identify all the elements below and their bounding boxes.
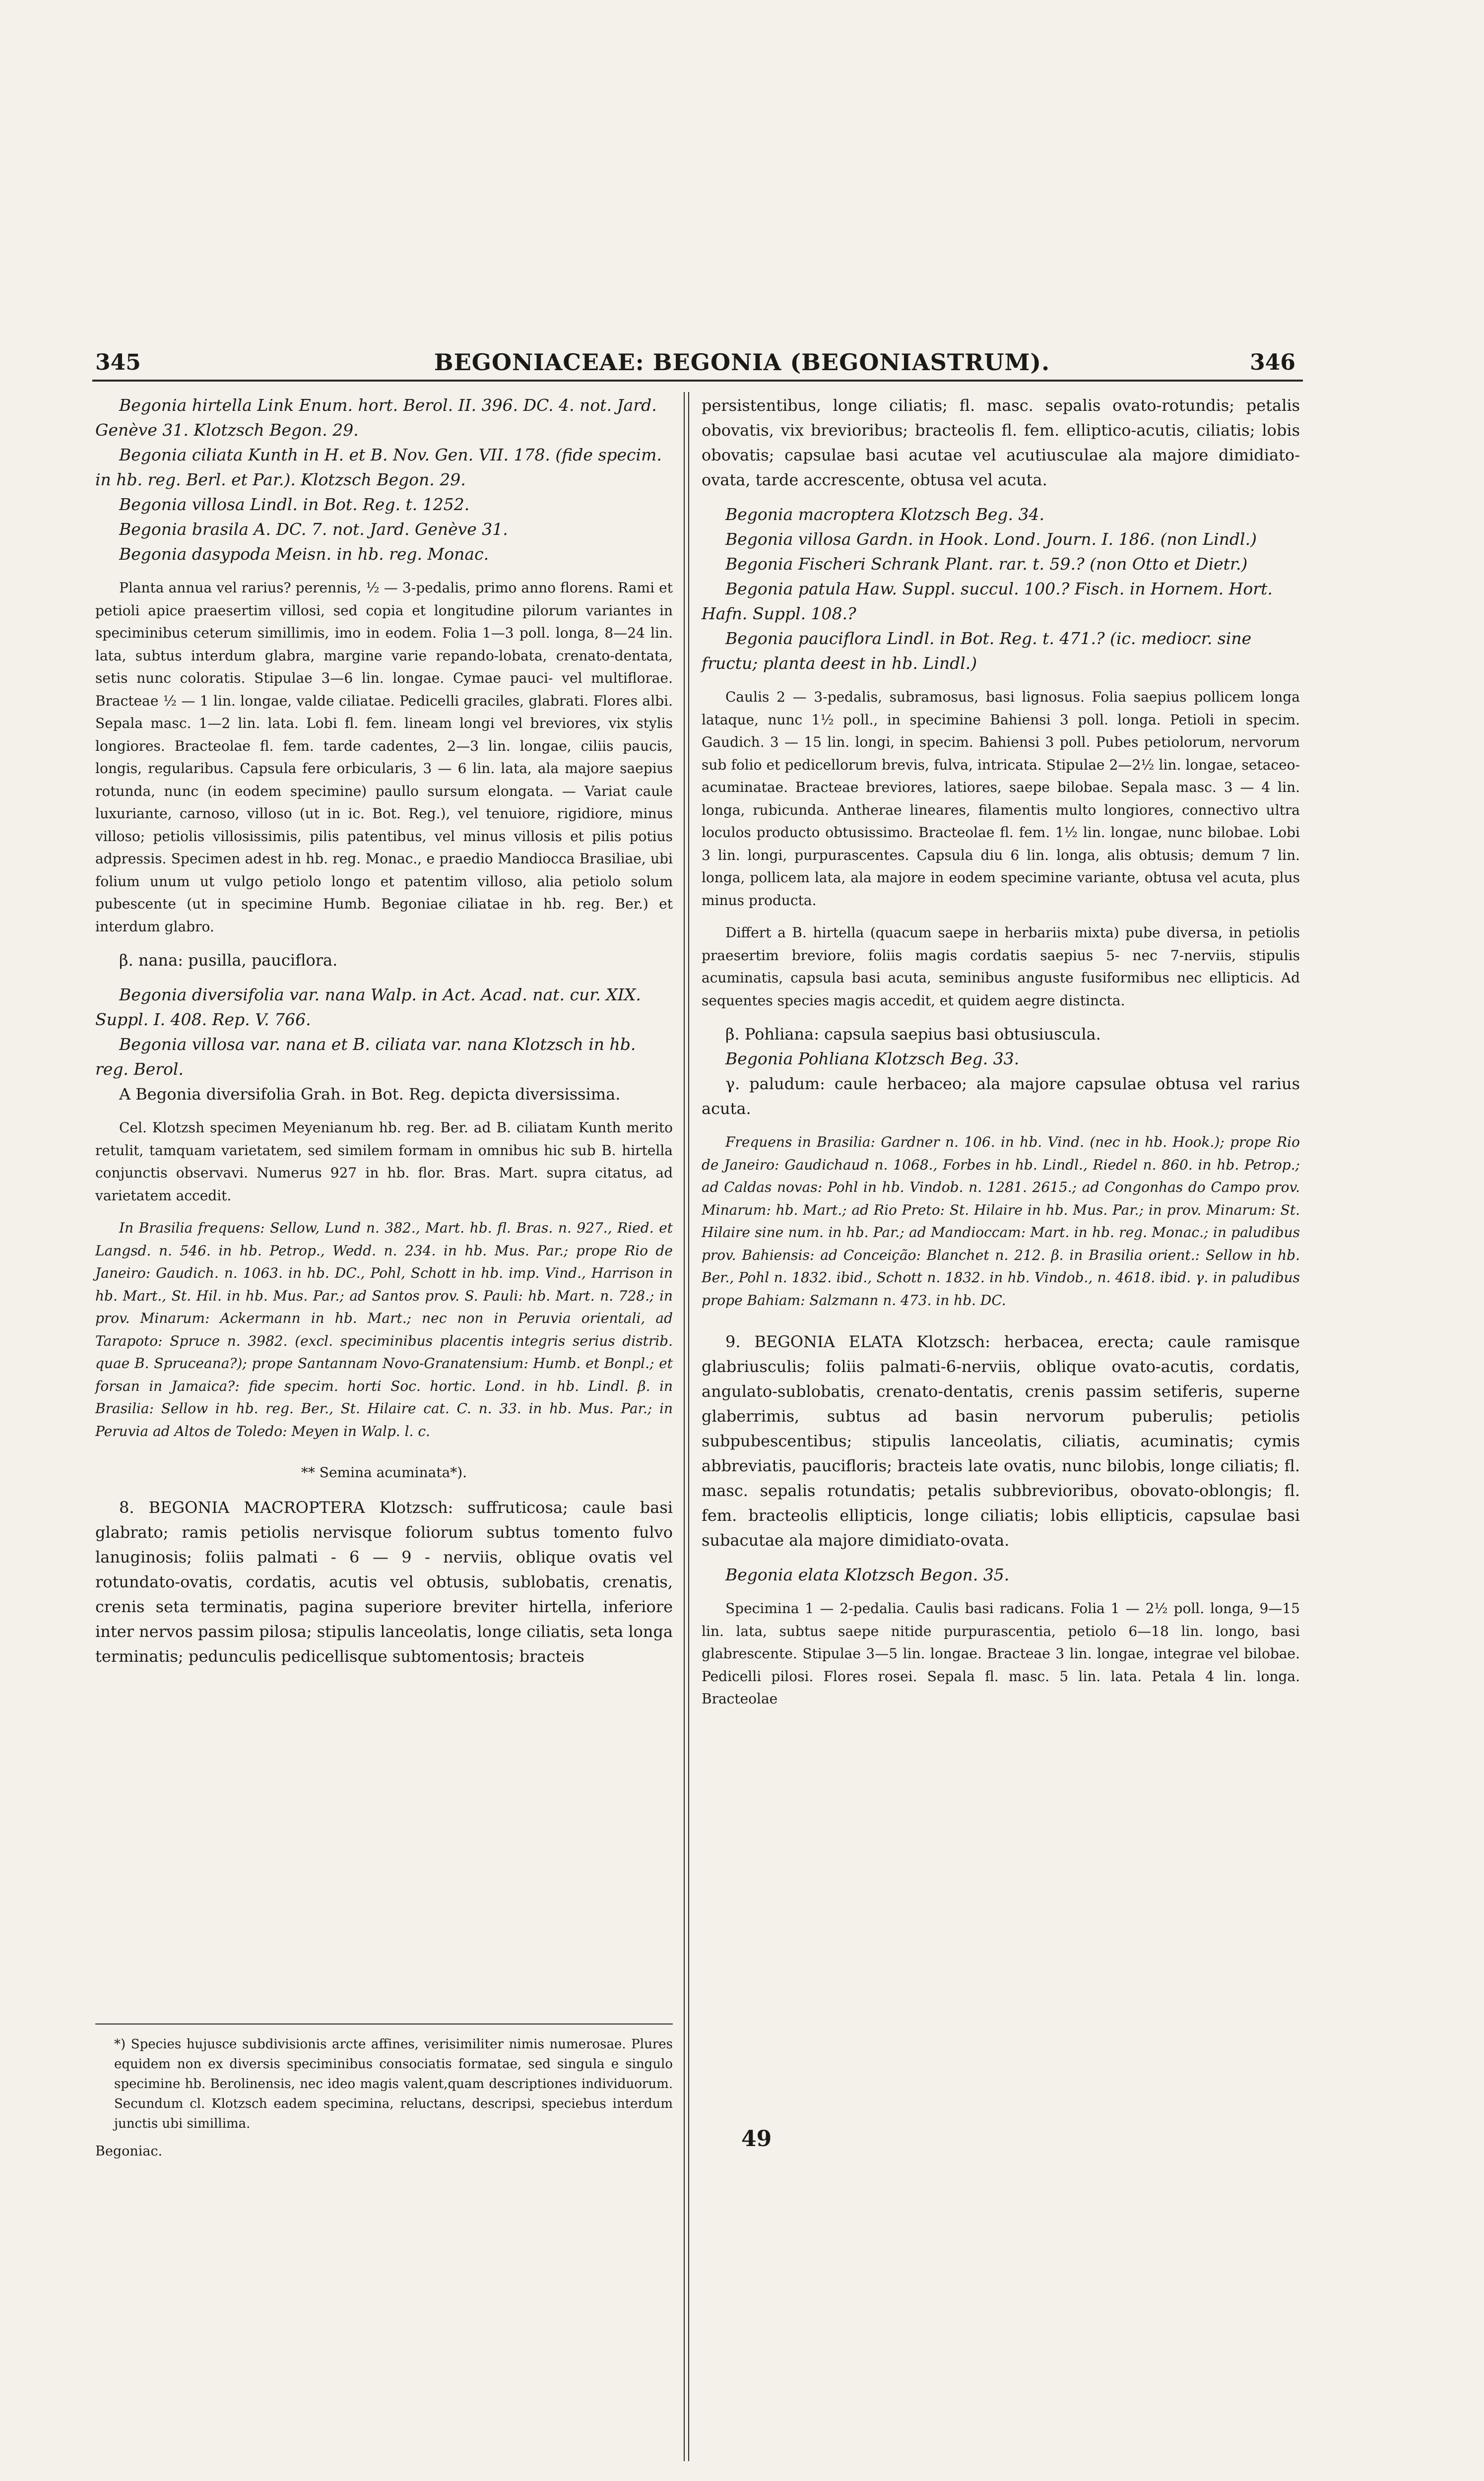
synonym: Begonia Pohliana Klotzsch Beg. 33.: [725, 1049, 1020, 1068]
header-rule: [92, 380, 1303, 382]
synonym: Begonia patula Haw. Suppl. succul. 100.? Fisch. in Hornem. Hort. Hafn. Suppl. 108.?: [702, 579, 1273, 623]
description: Planta annua vel rarius? perennis, ½ — 3-pedalis, primo anno florens. Rami et petioli apice praesertim villosi, sed copia et longitudine pilorum variantes in speciminibus ceterum simillimis, imo in eodem. Folia 1—3 poll. longa, 8—24 lin. lata, subtus interdum glabra, margine varie repando-lobata, crenato-dentata, setis nunc coloratis. Stipulae 3—6 lin. longae. Cymae pauci- vel multiflorae. Bracteae ½ — 1 lin. longae, valde ciliatae. Pedicelli graciles, glabrati. Flores albi. Sepala masc. 1—2 lin. lata. Lobi fl. fem. lineam longi vel breviores, vix stylis longiores. Bracteolae fl. fem. tarde cadentes, 2—3 lin. longae, ciliis paucis, longis, regularibus. Capsula fere orbicularis, 3 — 6 lin. lata, ala majore saepius rotunda, nunc (in eodem specimine) paullo sursum elongata. — Variat caule luxuriante, carnoso, villoso (ut in ic. Bot. Reg.), vel tenuiore, rigidiore, minus villoso; petiolis villosissimis, pilis patentibus, vel minus villosis et pilis potius adpressis. Specimen adest in hb. reg. Monac., e praedio Mandiocca Brasiliae, ubi folium unum ut vulgo petiolo longo et patentim villoso, alia petiolo solum pubescente (ut in specimine Humb. Begoniae ciliatae in hb. reg. Ber.) et interdum glabro.: [95, 580, 673, 935]
description-continued: persistentibus, longe ciliatis; fl. masc. sepalis ovato-rotundis; petalis obovatis, vix brevioribus; bracteolis fl. fem. elliptico-acutis, ciliatis; lobis obovatis; capsulae basi acutae vel acutiusculae ala majore dimidiato-ovata, tarde accrescente, obtusa vel acuta.: [702, 396, 1300, 489]
footnote: *) Species hujusce subdivisionis arcte affines, verisimiliter nimis numerosae. Plures equidem non ex diversis speciminibus consociatis formatae, sed singula e singulo specimine hb. Berolinensis, nec ideo magis valent,quam descriptiones individuorum. Secundum cl. Klotzsch eadem specimina, reluctans, descripsi, speciebus interdum junctis ubi simillima.: [114, 2037, 673, 2131]
page-number-right: 346: [1250, 350, 1295, 375]
variety-heading: β. Pohliana: capsula saepius basi obtusiuscula.: [725, 1025, 1101, 1044]
synonym: Begonia hirtella Link Enum. hort. Berol. II. 396. DC. 4. not. Jard. Genève 31. Klotzsch Begon. 29.: [95, 395, 657, 440]
signature-mark: Begoniac.: [95, 2144, 163, 2159]
column-rule-1: [684, 392, 685, 2461]
differentiation: Differt a B. hirtella (quacum saepe in herbariis mixta) pube diversa, in petiolis praesertim breviore, foliis magis cordatis saepius 5- nec 7-nerviis, stipulis acuminatis, capsula basi acuta, seminibus anguste fusiformibus nec ellipticis. Ad sequentes species magis accedit, et quidem aegre distincta.: [702, 924, 1300, 1009]
synonym: Begonia dasypoda Meisn. in hb. reg. Monac.: [119, 544, 489, 564]
note: Cel. Klotzsh specimen Meyenianum hb. reg. Ber. ad B. ciliatam Kunth merito retulit, tamquam varietatem, sed similem formam in omnibus hic sub B. hirtella conjunctis observavi. Numerus 927 in hb. flor. Bras. Mart. supra citatus, ad varietatem accedit.: [95, 1119, 673, 1204]
synonym: Begonia brasila A. DC. 7. not. Jard. Genève 31.: [119, 520, 508, 539]
right-column: [702, 393, 1300, 1710]
synonym: Begonia villosa var. nana et B. ciliata var. nana Klotzsch in hb. reg. Berol.: [95, 1035, 636, 1079]
synonym: Begonia villosa Gardn. in Hook. Lond. Journ. I. 186. (non Lindl.): [725, 529, 1257, 549]
variety-heading: γ. paludum: caule herbaceo; ala majore capsulae obtusa vel rarius acuta.: [702, 1074, 1300, 1118]
variety-heading: β. nana: pusilla, pauciflora.: [119, 951, 338, 970]
note: A Begonia diversifolia Grah. in Bot. Reg. depicta diversissima.: [119, 1085, 621, 1104]
running-title: BEGONIACEAE: BEGONIA (BEGONIASTRUM).: [434, 349, 1050, 376]
synonym: Begonia macroptera Klotzsch Beg. 34.: [725, 505, 1044, 524]
description: Caulis 2 — 3-pedalis, subramosus, basi lignosus. Folia saepius pollicem longa lataque, nunc 1½ poll., in specimine Bahiensi 3 poll. longa. Petioli in specim. Gaudich. 3 — 15 lin. longi, in specim. Bahiensi 3 poll. Pubes petiolorum, nervorum sub folio et pedicellorum brevis, fulva, intricata. Stipulae 2—2½ lin. longae, setaceo-acuminatae. Bracteae breviores, latiores, saepe bilobae. Sepala masc. 3 — 4 lin. longa, rubicunda. Antherae lineares, filamentis multo longiores, connectivo ultra loculos producto obtusissimo. Bracteolae fl. fem. 1½ lin. longae, nunc bilobae. Lobi 3 lin. longi, purpurascentes. Capsula diu 6 lin. longa, alis obtusis; demum 7 lin. longa, pollicem lata, ala majore in eodem specimine variante, obtusa vel acuta, plus minus producta.: [702, 689, 1300, 909]
distribution: In Brasilia frequens: Sellow, Lund n. 382., Mart. hb. fl. Bras. n. 927., Ried. et Langsd. n. 546. in hb. Petrop., Wedd. n. 234. in hb. Mus. Par.; prope Rio de Janeiro: Gaudich. n. 1063. in hb. DC., Pohl, Schott in hb. imp. Vind., Harrison in hb. Mart., St. Hil. in hb. Mus. Par.; ad Santos prov. S. Pauli: hb. Mart. n. 728.; in prov. Minarum: Ackermann in hb. Mart.; nec non in Peruvia orientali, ad Tarapoto: Spruce n. 3982. (excl. speciminibus placentis integris serius distrib. quae B. Spruceana?); prope Santannam Novo-Granatensium: Humb. et Bonpl.; et forsan in Jamaica?: fide specim. horti Soc. hortic. Lond. in hb. Lindl. β. in Brasilia: Sellow in hb. reg. Ber., St. Hilaire cat. C. n. 33. in hb. Mus. Par.; in Peruvia ad Altos de Toledo: Meyen in Walp. l. c.: [95, 1220, 673, 1439]
synonym: Begonia diversifolia var. nana Walp. in Act. Acad. nat. cur. XIX. Suppl. I. 408. Rep. V. 766.: [95, 985, 641, 1029]
synonym: Begonia villosa Lindl. in Bot. Reg. t. 1252.: [119, 495, 470, 514]
species-description: 9. BEGONIA ELATA Klotzsch: herbacea, erecta; caule ramisque glabriusculis; foliis palmati-6-nerviis, oblique ovato-acutis, cordatis, angulato-sublobatis, crenato-dentatis, crenis passim setiferis, superne glaberrimis, subtus ad basin nervorum puberulis; petiolis subpubescentibus; stipulis lanceolatis, ciliatis, acuminatis; cymis abbreviatis, paucifloris; bracteis late ovatis, nunc bilobis, longe ciliatis; fl. masc. sepalis rotundatis; petalis subbrevioribus, obovato-oblongis; fl. fem. bracteolis ellipticis, longe ciliatis; lobis ellipticis, capsulae basi subacutae ala majore dimidiato-ovata.: [702, 1332, 1300, 1550]
left-column: [95, 393, 673, 1669]
page-number-left: 345: [95, 350, 141, 375]
species-description: 8. BEGONIA MACROPTERA Klotzsch: suffruticosa; caule basi glabrato; ramis petiolis nervisque foliorum subtus tomento fulvo lanuginosis; foliis palmati - 6 — 9 - nerviis, oblique ovatis vel rotundato-ovatis, cordatis, acutis vel obtusis, sublobatis, crenatis, crenis seta terminatis, pagina superiore breviter hirtella, inferiore inter nervos passim pilosa; stipulis lanceolatis, longe ciliatis, seta longa terminatis; pedunculis pedicellisque subtomentosis; bracteis: [95, 1498, 673, 1666]
synonym: Begonia ciliata Kunth in H. et B. Nov. Gen. VII. 178. (fide specim. in hb. reg. Berl. et Par.). Klotzsch Begon. 29.: [95, 445, 662, 489]
column-rule-2: [688, 392, 689, 2461]
distribution: Frequens in Brasilia: Gardner n. 106. in hb. Vind. (nec in hb. Hook.); prope Rio de Janeiro: Gaudichaud n. 1068., Forbes in hb. Lindl., Riedel n. 860. in hb. Petrop.; ad Caldas novas: Pohl in hb. Vindob. n. 1281. 2615.; ad Congonhas do Campo prov. Minarum: hb. Mart.; ad Rio Preto: St. Hilaire in hb. Mus. Par.; in prov. Minarum: St. Hilaire sine num. in hb. Par.; ad Mandioccam: Mart. in hb. reg. Monac.; in paludibus prov. Bahiensis: ad Conceição: Blanchet n. 212. β. in Brasilia orient.: Sellow in hb. Ber., Pohl n. 1832. ibid., Schott n. 1832. in hb. Vindob., n. 4618. ibid. γ. in paludibus prope Bahiam: Salzmann n. 473. in hb. DC.: [702, 1134, 1300, 1308]
subsection-heading: ** Semina acuminata*).: [301, 1464, 467, 1481]
description: Specimina 1 — 2-pedalia. Caulis basi radicans. Folia 1 — 2½ poll. longa, 9—15 lin. lata, subtus saepe nitide purpurascentia, petiolo 6—18 lin. longo, basi glabrescente. Stipulae 3—5 lin. longae. Bracteae 3 lin. longae, integrae vel bilobae. Pedicelli pilosi. Flores rosei. Sepala fl. masc. 5 lin. lata. Petala 4 lin. longa. Bracteolae: [702, 1600, 1300, 1707]
synonym: Begonia elata Klotzsch Begon. 35.: [725, 1565, 1010, 1584]
synonym: Begonia Fischeri Schrank Plant. rar. t. 59.? (non Otto et Dietr.): [725, 554, 1248, 574]
sheet-number: 49: [741, 2126, 772, 2152]
synonym: Begonia pauciflora Lindl. in Bot. Reg. t. 471.? (ic. mediocr. sine fructu; planta deest in hb. Lindl.): [702, 629, 1252, 673]
